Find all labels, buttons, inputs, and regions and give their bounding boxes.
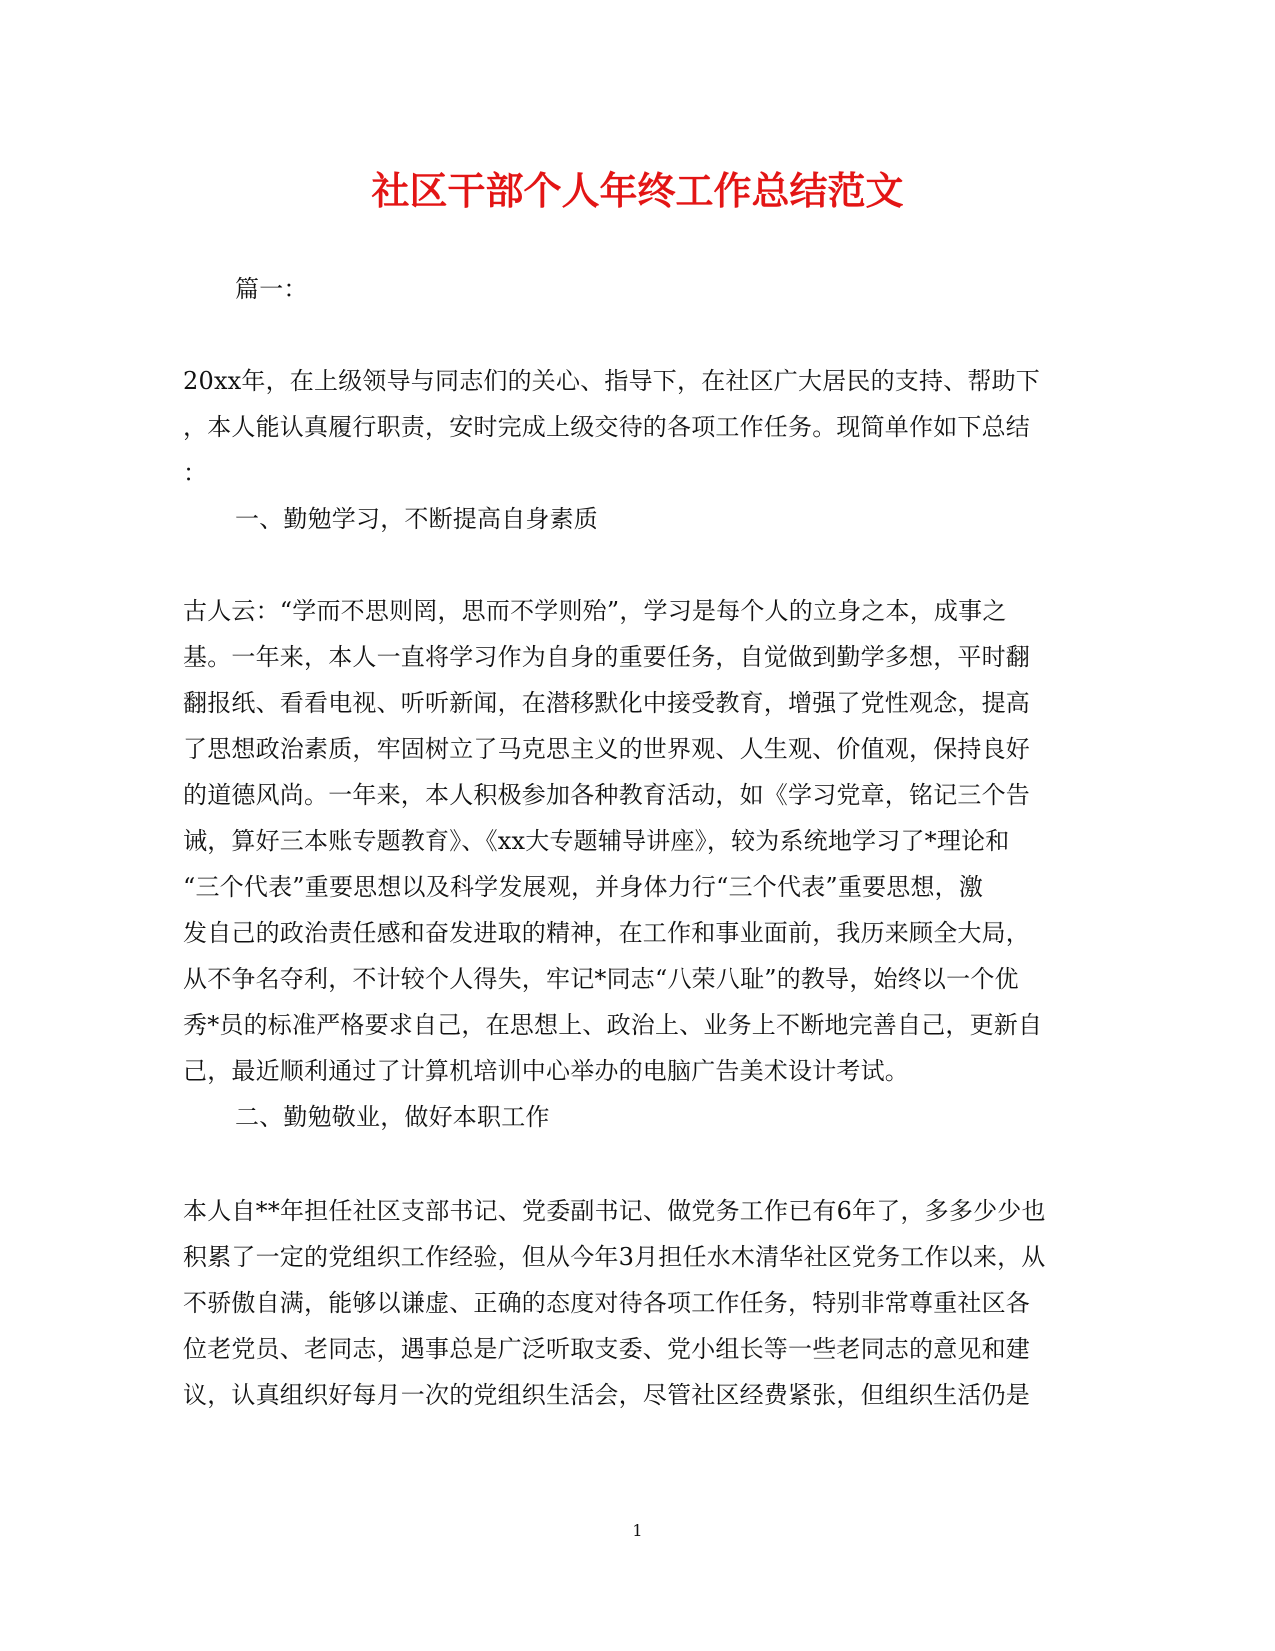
section-heading: 二、勤勉敬业，做好本职工作 — [235, 1103, 550, 1131]
paragraph-line: 古人云：“学而不思则罔，思而不学则殆”，学习是每个人的立身之本，成事之 — [183, 597, 1007, 625]
paragraph-line: 的道德风尚。一年来，本人积极参加各种教育活动，如《学习党章，铭记三个告 — [183, 781, 1030, 809]
paragraph-line: 基。一年来，本人一直将学习作为自身的重要任务，自觉做到勤学多想，平时翻 — [183, 643, 1030, 671]
paragraph-line: 从不争名夺利，不计较个人得失，牢记*同志“八荣八耻”的教导，始终以一个优 — [183, 965, 1019, 993]
paragraph-line: ： — [183, 459, 208, 487]
paragraph-line: “三个代表”重要思想以及科学发展观，并身体力行“三个代表”重要思想，激 — [183, 873, 984, 901]
paragraph-line: 议，认真组织好每月一次的党组织生活会，尽管社区经费紧张，但组织生活仍是 — [183, 1381, 1030, 1409]
paragraph-line: 己，最近顺利通过了计算机培训中心举办的电脑广告美术设计考试。 — [183, 1057, 909, 1085]
paragraph-line: 秀*员的标准严格要求自己，在思想上、政治上、业务上不断地完善自己，更新自 — [183, 1011, 1043, 1039]
paragraph-line: ，本人能认真履行职责，安时完成上级交待的各项工作任务。现简单作如下总结 — [183, 413, 1030, 441]
paragraph-line: 位老党员、老同志，遇事总是广泛听取支委、党小组长等一些老同志的意见和建 — [183, 1335, 1030, 1363]
paragraph-line: 本人自**年担任社区支部书记、党委副书记、做党务工作已有6年了，多多少少也 — [183, 1197, 1046, 1225]
paragraph-line: 了思想政治素质，牢固树立了马克思主义的世界观、人生观、价值观，保持良好 — [183, 735, 1030, 763]
section-heading: 一、勤勉学习，不断提高自身素质 — [235, 505, 598, 533]
paragraph-line: 发自己的政治责任感和奋发进取的精神，在工作和事业面前，我历来顾全大局， — [183, 919, 1030, 947]
paragraph-line: 积累了一定的党组织工作经验，但从今年3月担任水木清华社区党务工作以来，从 — [183, 1243, 1046, 1271]
paragraph-line: 不骄傲自满，能够以谦虚、正确的态度对待各项工作任务，特别非常尊重社区各 — [183, 1289, 1030, 1317]
paragraph-line: 诫，算好三本账专题教育》、《xx大专题辅导讲座》，较为系统地学习了*理论和 — [183, 827, 1010, 855]
document-title: 社区干部个人年终工作总结范文 — [371, 168, 904, 213]
paragraph-line: 20xx年，在上级领导与同志们的关心、指导下，在社区广大居民的支持、帮助下 — [183, 367, 1041, 395]
page-number: 1 — [632, 1521, 643, 1540]
paragraph-line: 翻报纸、看看电视、听听新闻，在潜移默化中接受教育，增强了党性观念，提高 — [183, 689, 1030, 717]
section-label: 篇一： — [235, 275, 308, 303]
